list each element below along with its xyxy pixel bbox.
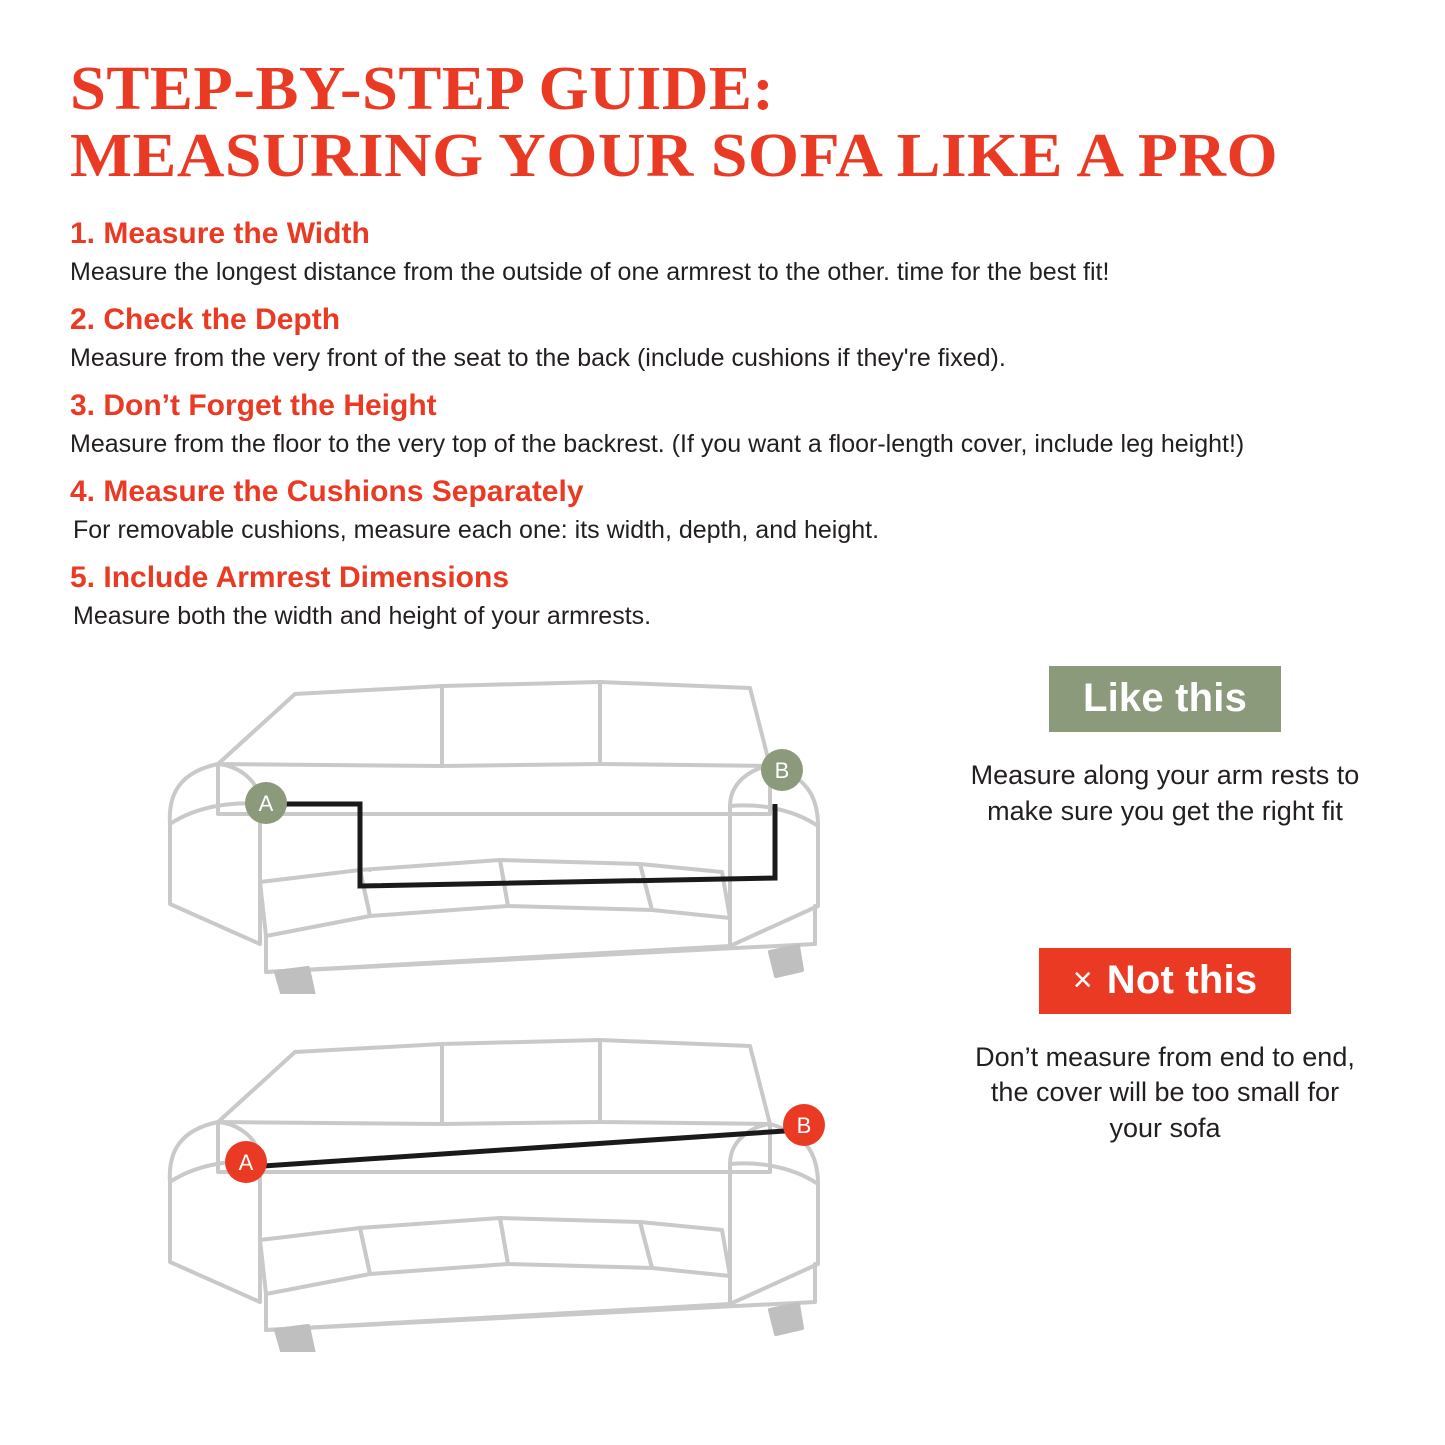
step-3-body: Measure from the floor to the very top of the backrest. (If you want a floor-length cover, include leg height!) — [70, 429, 1245, 458]
page-title — [70, 55, 1375, 191]
point-badge-b-label: B — [774, 758, 790, 784]
point-badge-a-2-label: A — [238, 1150, 254, 1176]
step-5-heading: 5. Include Armrest Dimensions — [70, 561, 510, 595]
step-3-heading: 3. Don’t Forget the Height — [70, 389, 437, 423]
point-badge-b-2-label: B — [796, 1113, 812, 1139]
not-this-tag — [1039, 948, 1292, 1014]
measure-path-incorrect — [248, 1130, 800, 1167]
sofa-diagram-correct — [70, 654, 930, 994]
callout-column — [955, 666, 1375, 1146]
step-1-body: Measure the longest distance from the outside of one armrest to the other. time for the best fit! — [70, 257, 1110, 286]
not-this-text: Don’t measure from end to end, the cover will be too small for your sofa — [975, 1041, 1355, 1143]
like-this-tag — [1049, 666, 1281, 732]
point-badge-a-label: A — [258, 791, 274, 817]
step-2-body: Measure from the very front of the seat to the back (include cushions if they're fixed). — [70, 343, 1006, 372]
like-this-text: Measure along your arm rests to make sure you get the right fit — [970, 760, 1360, 827]
step-4-heading: 4. Measure the Cushions Separately — [70, 475, 584, 509]
step-5 — [70, 558, 1375, 632]
diagram-column — [70, 654, 930, 1352]
step-4-body: For removable cushions, measure each one: its width, depth, and height. — [73, 515, 880, 544]
point-badge-b-2 — [783, 1104, 825, 1146]
examples-section — [70, 654, 1375, 1354]
not-this-tag-label: Not this — [1106, 957, 1258, 1002]
point-badge-a — [245, 782, 287, 824]
step-1 — [70, 214, 1375, 288]
sofa-diagram-incorrect — [70, 1012, 930, 1352]
point-badge-b — [761, 749, 803, 791]
sofa-outline-group-2 — [170, 1040, 818, 1352]
callout-not-this — [955, 948, 1375, 1147]
step-2 — [70, 300, 1375, 374]
steps-list — [70, 214, 1375, 632]
point-badge-a-2 — [225, 1141, 267, 1183]
callout-like-this — [955, 666, 1375, 829]
sofa-outline-group — [170, 682, 818, 994]
title-line-1: STEP-BY-STEP GUIDE: — [70, 55, 775, 123]
step-2-heading: 2. Check the Depth — [70, 303, 341, 337]
step-1-heading: 1. Measure the Width — [70, 217, 370, 251]
title-line-2: MEASURING YOUR SOFA LIKE A PRO — [70, 122, 1279, 191]
like-this-tag-label: Like this — [1082, 676, 1248, 721]
step-3 — [70, 386, 1375, 460]
step-5-body: Measure both the width and height of your armrests. — [73, 601, 652, 630]
step-4 — [70, 472, 1375, 546]
cross-icon: × — [1072, 960, 1093, 999]
